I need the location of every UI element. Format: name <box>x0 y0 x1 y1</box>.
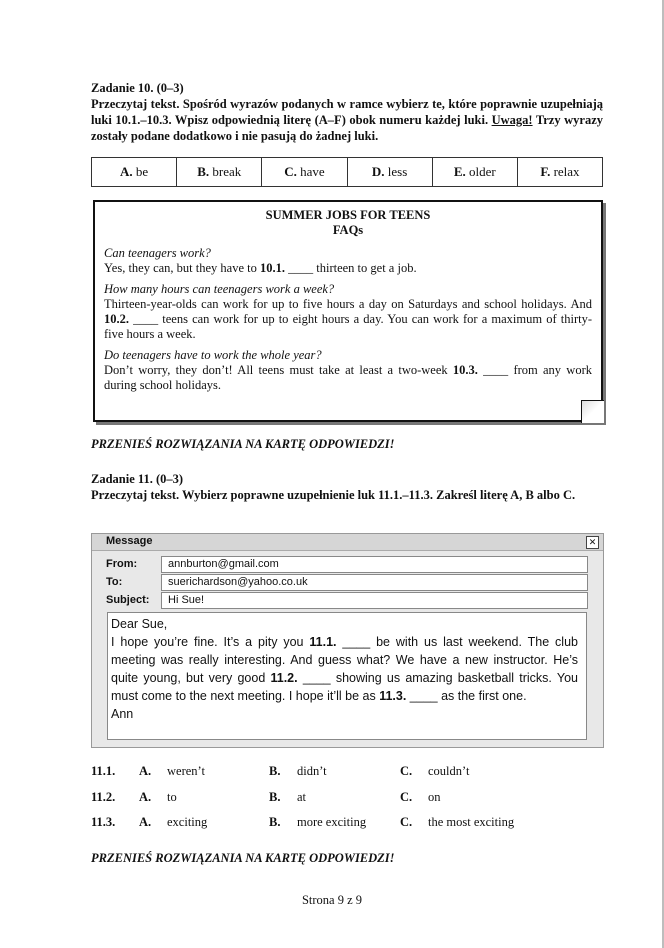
option-letter: C. <box>400 764 413 778</box>
to-field[interactable]: suerichardson@yahoo.co.uk <box>161 574 588 591</box>
option-number: 11.3. <box>91 815 116 829</box>
page-number: Strona 9 z 9 <box>301 893 363 907</box>
word-bank-cell <box>518 158 602 186</box>
option-letter: A. <box>139 790 152 804</box>
option-text: weren’t <box>167 764 205 778</box>
word-option: older <box>469 164 496 179</box>
option-text: to <box>167 790 177 804</box>
gap-number: 11.3. <box>379 689 407 703</box>
faq-answer <box>104 261 592 276</box>
email-text: ____ be with us last weekend. The club meeting was really interesting. And guess what? We have a new instructor. He’s quite young, but very good <box>111 635 578 685</box>
word-option: less <box>387 164 408 179</box>
task11-title: Zadanie 11. (0–3) <box>91 472 184 486</box>
to-label: To: <box>106 576 123 588</box>
answer-text: ____ teens can work for up to eight hours a day. You can work for a maximum of thirty-five hours a week. <box>104 312 592 341</box>
faq-body <box>104 246 592 399</box>
option-c[interactable] <box>400 815 514 830</box>
option-text: more exciting <box>297 815 367 829</box>
faq-subtitle: FAQs <box>332 223 364 237</box>
message-body[interactable] <box>107 612 587 740</box>
from-label: From: <box>106 558 138 570</box>
word-bank-cell <box>92 158 177 186</box>
to-row <box>92 574 603 591</box>
option-text: on <box>428 790 441 804</box>
option-letter: C. <box>400 790 413 804</box>
subject-label: Subject: <box>106 594 150 606</box>
word-option: break <box>212 164 242 179</box>
word-letter: D. <box>371 164 385 179</box>
from-field[interactable]: annburton@gmail.com <box>161 556 588 573</box>
option-text: didn’t <box>297 764 327 778</box>
answer-text: ____ from any work during school holidays. <box>104 363 592 392</box>
answer-text: Don’t worry, they don’t! All teens must take at least a two-week <box>104 363 453 377</box>
option-a[interactable] <box>139 790 177 805</box>
word-letter: F. <box>540 164 551 179</box>
faq-answer <box>104 297 592 342</box>
option-row <box>91 815 611 833</box>
word-option: relax <box>553 164 580 179</box>
task10-instruction <box>91 96 603 144</box>
email-signature: Ann <box>111 707 134 721</box>
option-b[interactable] <box>269 790 306 805</box>
task10-instruction-note: Trzy wyrazy zostały podane dodatkowo i nie pasują do żadnej luki. <box>91 113 603 143</box>
email-paragraph <box>111 633 578 705</box>
option-letter: C. <box>400 815 413 829</box>
word-bank <box>91 157 603 187</box>
gap-number: 10.2. <box>104 312 129 326</box>
answer-text: ____ thirteen to get a job. <box>285 261 417 275</box>
option-a[interactable] <box>139 764 205 779</box>
word-letter: E. <box>453 164 466 179</box>
warning-word: Uwaga! <box>491 113 533 127</box>
option-text: exciting <box>167 815 208 829</box>
word-bank-cell <box>262 158 347 186</box>
email-window <box>91 533 604 748</box>
gap-number: 10.3. <box>452 363 478 377</box>
task10-header <box>91 80 603 144</box>
subject-row <box>92 592 603 609</box>
option-letter: A. <box>139 815 152 829</box>
subject-field[interactable]: Hi Sue! <box>161 592 588 609</box>
transfer-instruction: PRZENIEŚ ROZWIĄZANIA NA KARTĘ ODPOWIEDZI! <box>91 437 395 451</box>
gap-number: 11.2. <box>270 671 298 685</box>
gap-number: 10.1. <box>260 261 285 275</box>
faq-answer <box>104 363 592 393</box>
task11-header <box>91 471 603 503</box>
option-letter: A. <box>139 764 152 778</box>
transfer-instruction: PRZENIEŚ ROZWIĄZANIA NA KARTĘ ODPOWIEDZI! <box>91 851 395 865</box>
from-row <box>92 556 603 573</box>
option-letter: B. <box>269 790 281 804</box>
email-text: ____ showing us amazing basketball tricks. You must come to the next meeting. I hope it’ll be as <box>111 671 578 703</box>
email-greeting: Dear Sue, <box>111 617 168 631</box>
option-text: the most exciting <box>428 815 515 829</box>
option-row <box>91 764 611 782</box>
email-titlebar <box>92 534 603 551</box>
option-b[interactable] <box>269 764 327 779</box>
option-a[interactable] <box>139 815 207 830</box>
task10-title: Zadanie 10. (0–3) <box>91 81 184 95</box>
page-curl-decoration <box>581 400 604 423</box>
word-letter: A. <box>120 164 133 179</box>
email-text: ____ as the first one. <box>406 689 527 703</box>
word-option: be <box>135 164 149 179</box>
option-c[interactable] <box>400 790 441 805</box>
close-icon[interactable]: ✕ <box>586 536 599 549</box>
word-bank-cell <box>177 158 262 186</box>
option-text: at <box>297 790 307 804</box>
option-letter: B. <box>269 815 281 829</box>
answer-text: Yes, they can, but they have to <box>104 261 260 275</box>
option-text: couldn’t <box>428 764 470 778</box>
word-bank-cell <box>433 158 518 186</box>
word-bank-cell <box>348 158 433 186</box>
task10-instruction-text: Przeczytaj tekst. Spośród wyrazów podanych w ramce wybierz te, które poprawnie uzupełniają luki 10.1.–10.3. Wpisz odpowiednią literę (A–F) obok numeru każdej luki. <box>91 97 603 127</box>
option-number: 11.1. <box>91 764 116 778</box>
faq-title: SUMMER JOBS FOR TEENS <box>265 208 431 222</box>
word-letter: B. <box>197 164 210 179</box>
email-text: I hope you’re fine. It’s a pity you <box>111 635 310 649</box>
email-window-title: Message <box>106 535 153 547</box>
option-b[interactable] <box>269 815 366 830</box>
faq-box <box>93 200 603 422</box>
faq-question: How many hours can teenagers work a week? <box>104 282 335 296</box>
option-c[interactable] <box>400 764 469 779</box>
option-letter: B. <box>269 764 281 778</box>
option-row <box>91 790 611 808</box>
faq-question: Can teenagers work? <box>104 246 211 260</box>
answer-text: Thirteen-year-olds can work for up to five hours a day on Saturdays and school holidays. And <box>104 297 592 311</box>
word-option: have <box>300 164 325 179</box>
option-number: 11.2. <box>91 790 116 804</box>
faq-question: Do teenagers have to work the whole year? <box>104 348 322 362</box>
gap-number: 11.1. <box>309 635 337 649</box>
word-letter: C. <box>284 164 297 179</box>
task11-instruction: Przeczytaj tekst. Wybierz poprawne uzupełnienie luk 11.1.–11.3. Zakreśl literę A, B albo C. <box>91 488 576 502</box>
